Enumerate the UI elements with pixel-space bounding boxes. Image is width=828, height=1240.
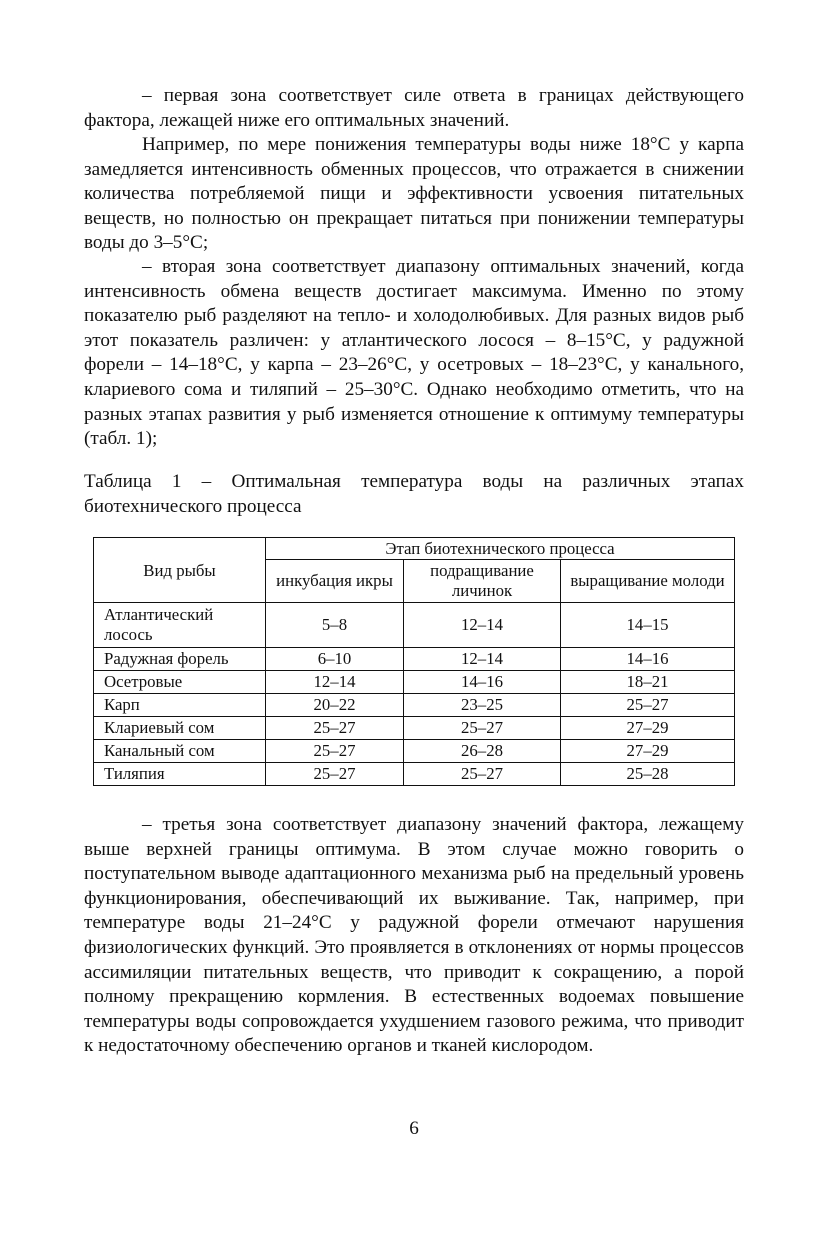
table-row [94,603,735,648]
value-cell: 25–28 [561,763,735,786]
value-cell: 5–8 [266,603,404,648]
header-stage-larvae: подращивание личинок [404,560,561,603]
species-cell: Радужная форель [94,648,266,671]
species-cell: Осетровые [94,671,266,694]
value-cell: 14–16 [404,671,561,694]
species-cell: Атлантический лосось [94,603,266,648]
value-cell: 25–27 [266,740,404,763]
table-row [94,717,735,740]
temperature-table [93,537,735,786]
table-caption: Таблица 1 – Оптимальная температура воды на различных этапах биотехнического процесса [84,471,744,517]
value-cell: 12–14 [404,648,561,671]
value-cell: 25–27 [404,717,561,740]
header-stage-juvenile: выращивание молоди [561,560,735,603]
table-row [94,671,735,694]
table-row [94,740,735,763]
value-cell: 25–27 [561,694,735,717]
paragraph-second-zone: – вторая зона соответствует диапазону оптимальных значений, когда интенсивность обмена веществ достигает максимума. Именно по этому показателю рыб разделяют на тепло- и холодолюбивых. Для разных видов рыб этот показатель различен: у атлантического лосося – 8–15°С, у радужной форели – 14–18°С, у карпа – 23–26°С, у осетровых – 18–23°С, у канального, клариевого сома и тиляпий – 25–30°С. Однако необходимо отметить, что на разных этапах развития у рыб изменяется отношение к оптимуму температуры (табл. 1); [84,256,744,450]
table-row [94,648,735,671]
value-cell: 27–29 [561,717,735,740]
species-cell: Тиляпия [94,763,266,786]
value-cell: 25–27 [404,763,561,786]
paragraph-carp-example: Например, по мере понижения температуры воды ниже 18°С у карпа замедляется интенсивность обменных процессов, что отражается в снижении количества потребляемой пищи и эффективности усвоения питательных веществ, но полностью он прекращает питаться при понижении температуры воды до 3–5°С; [84,134,744,254]
table-row [94,763,735,786]
paragraph-first-zone: – первая зона соответствует силе ответа в границах действующего фактора, лежащей ниже его оптимальных значений. [84,85,744,131]
species-cell: Карп [94,694,266,717]
header-species: Вид рыбы [94,538,266,603]
header-stage-group: Этап биотехнического процесса [266,538,735,560]
species-cell: Канальный сом [94,740,266,763]
value-cell: 14–15 [561,603,735,648]
value-cell: 14–16 [561,648,735,671]
value-cell: 25–27 [266,763,404,786]
value-cell: 12–14 [266,671,404,694]
table-row [94,694,735,717]
value-cell: 18–21 [561,671,735,694]
value-cell: 25–27 [266,717,404,740]
value-cell: 20–22 [266,694,404,717]
header-stage-incubation: инкубация икры [266,560,404,603]
value-cell: 6–10 [266,648,404,671]
value-cell: 26–28 [404,740,561,763]
species-cell: Клариевый сом [94,717,266,740]
page-number: 6 [409,1118,419,1139]
value-cell: 23–25 [404,694,561,717]
value-cell: 27–29 [561,740,735,763]
value-cell: 12–14 [404,603,561,648]
paragraph-third-zone: – третья зона соответствует диапазону значений фактора, лежащему выше верхней границы оптимума. В этом случае можно говорить о поступательном выводе адаптационного механизма рыб на предельный уровень функционирования, обеспечивающий их выживание. Так, например, при температуре воды 21–24°С у радужной форели отмечают нарушения физиологических функций. Это проявляется в отклонениях от нормы процессов ассимиляции питательных веществ, что приводит к сокращению, а порой полному прекращению кормления. В естественных водоемах повышение температуры воды сопровождается ухудшением газового режима, что приводит к недостаточному обеспечению органов и тканей кислородом. [84,814,744,1057]
